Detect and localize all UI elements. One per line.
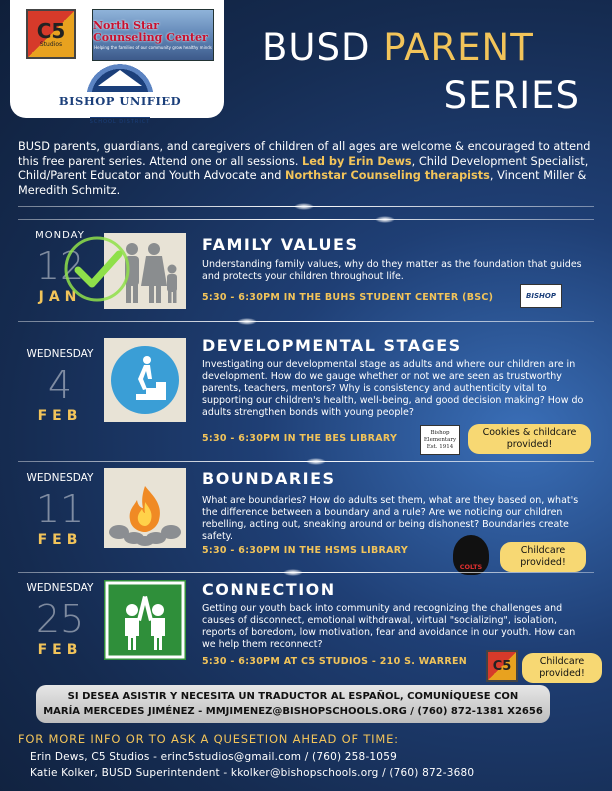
northstar-logo-tagline: Helping the families of our community grow healthy minds: [94, 45, 212, 51]
session-time-location: 5:30 - 6:30PM IN THE BUHS STUDENT CENTER (BSC): [202, 292, 494, 303]
mountain-icon: [86, 64, 154, 92]
intro-northstar: Northstar Counseling therapists: [284, 169, 490, 182]
session-month: FEB: [37, 532, 83, 548]
logo-panel: [10, 0, 224, 125]
bishop-elementary-badge-logo: [420, 425, 460, 455]
northstar-logo-text: North Star Counseling Center: [93, 18, 208, 44]
footer-contact-erin: Erin Dews, C5 Studios - erinc5studios@gmail.com / (760) 258-1059: [30, 751, 397, 763]
session-month: JAN: [38, 289, 82, 305]
session-dow: WEDNESDAY: [26, 348, 94, 360]
c5-studios-logo: [26, 9, 76, 59]
session-dow: MONDAY: [35, 230, 85, 241]
session-title: BOUNDARIES: [202, 469, 336, 488]
session-day: 11: [35, 487, 85, 531]
session-day: 4: [47, 363, 73, 407]
title-parent: PARENT: [383, 26, 534, 69]
busd-logo: [46, 64, 194, 125]
translator-notice: [36, 685, 550, 723]
intro-text-2: , Child Development Specialist, Child/Parent Educator and Youth Advocate and: [18, 154, 589, 182]
session-dow: WEDNESDAY: [26, 582, 94, 594]
session-date: [16, 472, 104, 548]
stairs-climb-icon: [104, 338, 186, 422]
session-description: What are boundaries? How do adults set them, what are they based on, what's the difference between a boundary and a rule? Are we noticing our children rebelling, acting out, sneaking around or being dishonest? Boundaries create safety.: [202, 495, 579, 542]
high-five-icon: [104, 580, 186, 660]
badge-text: COLTS: [459, 563, 483, 571]
childcare-bubble: Childcare provided!: [522, 653, 602, 683]
divider: [18, 572, 594, 573]
intro-text: BUSD parents, guardians, and caregivers of children of all ages are welcome & encouraged to attend this free parent series. Attend one or all sessions.: [18, 140, 591, 168]
c5-logo-text: C5: [36, 18, 66, 43]
session-title: FAMILY VALUES: [202, 235, 359, 254]
badge-text: C5: [492, 658, 512, 674]
intro-led-by: Led by Erin Dews: [302, 154, 412, 168]
c5-studios-badge-logo: [486, 650, 518, 682]
session-description: Investigating our developmental stage as adults and where our children are in development. How do we gauge whether or not we are seen as trustworthy parents, teachers, mentors? Why is consistency and authenticity vital to supporting our children's health, well-being, and good decision making? How do adults strengthen bonds with young people?: [202, 359, 584, 418]
session-description: Getting our youth back into community and recognizing the challenges and causes of disconnect, emotional withdrawal, virtual "socializing", isolation, reports of boredom, low motivation, fear and avoidance in our youth. How can we help them reconnect?: [202, 603, 576, 650]
bishop-badge-logo: [520, 284, 562, 308]
session-time-location: 5:30 - 6:30PM AT C5 STUDIOS - 210 S. WARREN: [202, 656, 468, 667]
divider: [18, 321, 594, 322]
northstar-logo: [92, 9, 214, 61]
intro-text-3: , Vincent Miller & Meredith Schmitz.: [18, 169, 587, 197]
footer-heading: FOR MORE INFO OR TO ASK A QUESETION AHEAD OF TIME:: [18, 732, 399, 746]
busd-logo-name: BISHOP UNIFIED: [58, 94, 182, 108]
divider: [18, 219, 594, 220]
session-date: [16, 348, 104, 424]
badge-text: BISHOP: [526, 292, 556, 300]
session-description: Understanding family values, why do they matter as the foundation that guides and protects your children throughout life.: [202, 259, 582, 282]
intro-paragraph: [18, 140, 598, 198]
session-time-location: 5:30 - 6:30PM IN THE HSMS LIBRARY: [202, 545, 409, 556]
c5-logo-sub: Studios: [39, 40, 63, 48]
session-dow: WEDNESDAY: [26, 472, 94, 484]
session-date: [16, 582, 104, 658]
title-busd: BUSD: [262, 26, 371, 69]
session-title: CONNECTION: [202, 580, 336, 599]
translator-line2: MARÍA MERCEDES JIMÉNEZ - MMJIMENEZ@BISHOPSCHOOLS.ORG / (760) 872-1381 X2656: [43, 706, 543, 717]
colts-badge-logo: [453, 535, 489, 575]
divider: [18, 461, 594, 462]
divider: [18, 206, 594, 207]
session-month: FEB: [37, 642, 83, 658]
childcare-bubble: Cookies & childcare provided!: [468, 424, 591, 454]
checkmark-icon: [60, 232, 134, 306]
session-day: 12: [35, 244, 85, 288]
badge-text: Bishop Elementary Est. 1914: [423, 429, 457, 450]
busd-logo-sub: SCHOOL DISTRICT: [89, 119, 151, 125]
campfire-icon: [104, 468, 186, 548]
footer-contact-katie: Katie Kolker, BUSD Superintendent - kkolker@bishopschools.org / (760) 872-3680: [30, 767, 475, 779]
session-day: 25: [35, 597, 85, 641]
childcare-bubble: Childcare provided!: [500, 542, 586, 572]
page-title-line1: [262, 26, 534, 69]
translator-line1: SI DESEA ASISTIR Y NECESITA UN TRADUCTOR AL ESPAÑOL, COMUNÍQUESE CON: [67, 691, 519, 702]
session-time-location: 5:30 - 6:30PM IN THE BES LIBRARY: [202, 433, 398, 444]
session-title: DEVELOPMENTAL STAGES: [202, 336, 462, 355]
session-month: FEB: [37, 408, 83, 424]
page-title-line2: SERIES: [443, 74, 580, 117]
